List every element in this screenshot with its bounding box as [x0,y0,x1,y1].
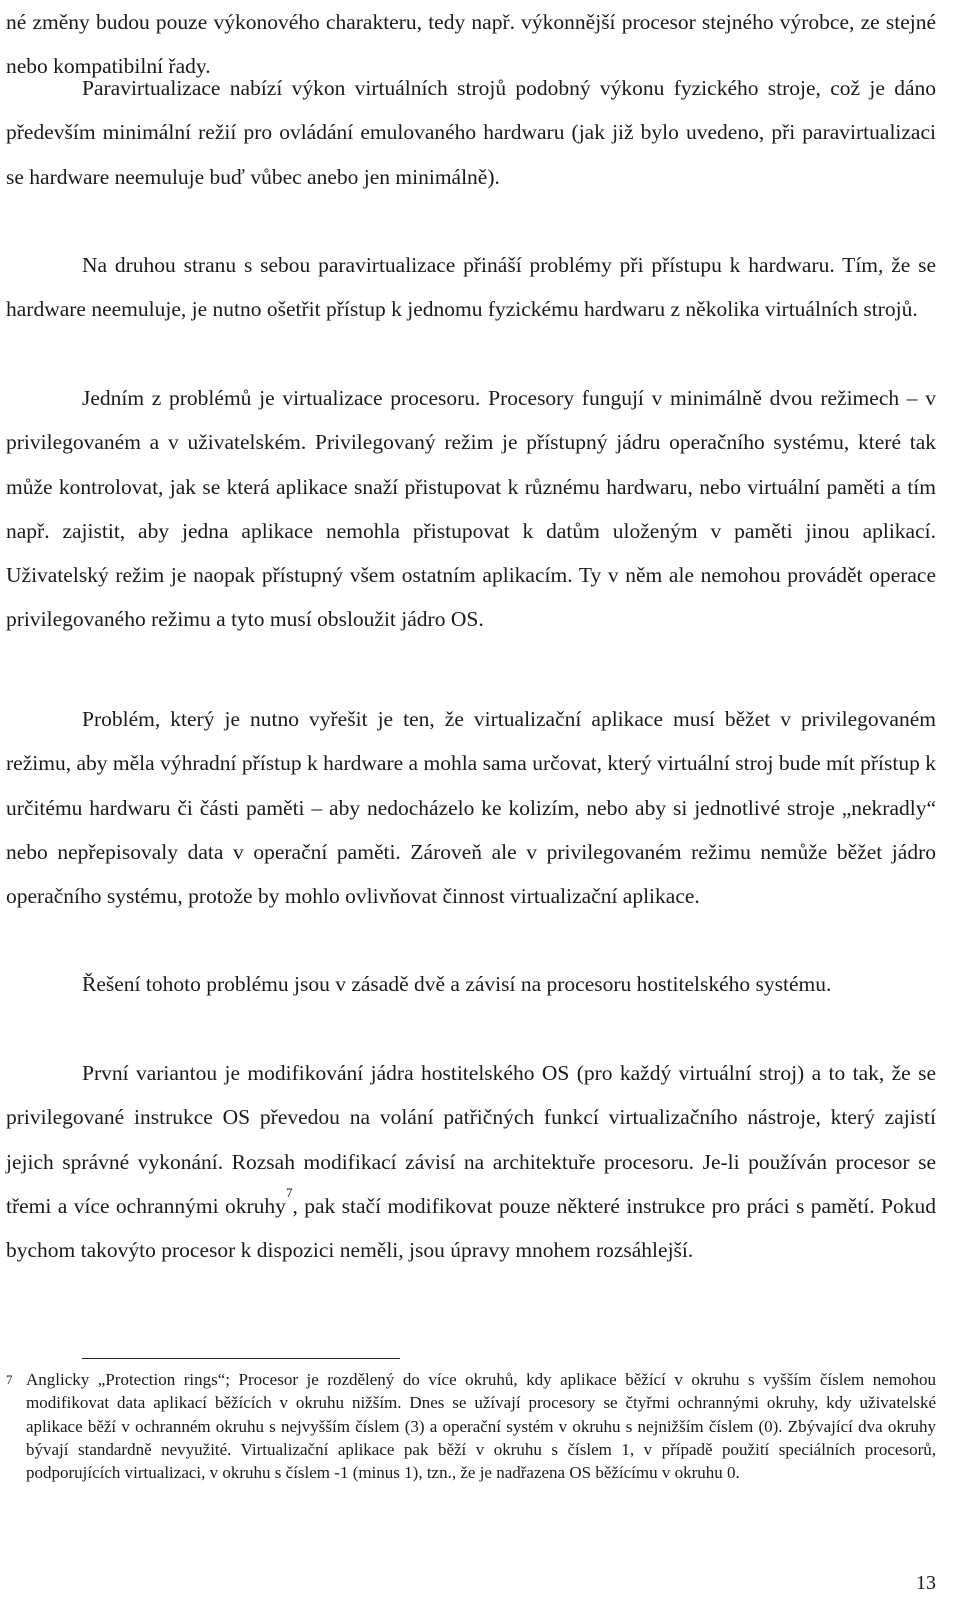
paragraph-first-variant-part2: , pak stačí modifikovat pouze některé instrukce pro práci s pamětí. Pokud bychom takovýto procesor k dispozici neměli, jsou úpravy mnohem rozsáhlejší. [6,1193,937,1263]
paragraph-privileged-mode-problem: Problém, který je nutno vyřešit je ten, že virtualizační aplikace musí běžet v privilegovaném režimu, aby měla výhradní přístup k hardware a mohla sama určovat, který virtuální stroj bude mít přístup k určitému hardwaru či části paměti – aby nedocházelo ke kolizím, nebo aby si jednotlivé stroje „nekradly“ nebo nepřepisovaly data v operační paměti. Zároveň ale v privilegovaném režimu nemůže běžet jádro operačního systému, protože by mohlo ovlivňovat činnost virtualizační aplikace. [6,707,936,909]
paragraph-paravirtualization-performance: Paravirtualizace nabízí výkon virtuálních strojů podobný výkonu fyzického stroje, což je dáno především minimální režií pro ovládání emulovaného hardwaru (jak již bylo uvedeno, při paravirtualizaci se hardware neemuluje buď vůbec anebo jen minimálně). [6,76,936,189]
footnote-text: Anglicky „Protection rings“; Procesor je rozdělený do více okruhů, kdy aplikace běžící v okruhu s vyšším číslem nemohou modifikovat data aplikací běžících v okruhu nižším. Dnes se užívají procesory se čtyřmi ochrannými okruhy, kdy uživatelské aplikace běží v ochranném okruhu s nejvyšším číslem (3) a operační systém v okruhu s nejnižším číslem (0). Zbývající dva okruhy bývají standardně nevyužité. Virtualizační aplikace pak běží v okruhu s číslem 1, v případě použití speciálních procesorů, podporujících virtualizaci, v okruhu s číslem -1 (minus 1), tzn., že je nadřazena OS běžícímu v okruhu 0. [26,1370,936,1483]
footnote [6,1368,936,1484]
page-number: 13 [916,1572,936,1594]
paragraph-processor-virtualization: Jedním z problémů je virtualizace procesoru. Procesory fungují v minimálně dvou režimech – v privilegovaném a v uživatelském. Privilegovaný režim je přístupný jádru operačního systému, které tak může kontrolovat, jak se která aplikace snaží přistupovat k různému hardwaru, nebo virtuální paměti a tím např. zajistit, aby jedna aplikace nemohla přistupovat k datům uloženým v paměti jinou aplikací. Uživatelský režim je naopak přístupný všem ostatním aplikacím. Ty v něm ale nemohou provádět operace privilegovaného režimu a tyto musí obsloužit jádro OS. [6,386,936,632]
paragraph-continuation: né změny budou pouze výkonového charakteru, tedy např. výkonnější procesor stejného výrobce, ze stejné nebo kompatibilní řady. [6,10,936,79]
footnote-separator [82,1358,400,1359]
footnote-reference: 7 [285,1184,293,1200]
paragraph-solutions-intro: Řešení tohoto problému jsou v zásadě dvě a závisí na procesoru hostitelského systému. [82,972,832,996]
paragraph-first-variant [6,1051,936,1272]
paragraph-first-variant-part1: První variantou je modifikování jádra hostitelského OS (pro každý virtuální stroj) a to tak, že se privilegované instrukce OS převedou na volání patřičných funkcí virtualizačního nástroje, který zajistí jejich správné vykonání. Rozsah modifikací závisí na architektuře procesoru. Je-li používán procesor se třemi a více ochrannými okruhy [6,1061,936,1218]
footnote-number: 7 [6,1372,13,1387]
paragraph-hardware-access-problems: Na druhou stranu s sebou paravirtualizace přináší problémy při přístupu k hardwaru. Tím, že se hardware neemuluje, je nutno ošetřit přístup k jednomu fyzickému hardwaru z několika virtuálních strojů. [6,253,936,322]
